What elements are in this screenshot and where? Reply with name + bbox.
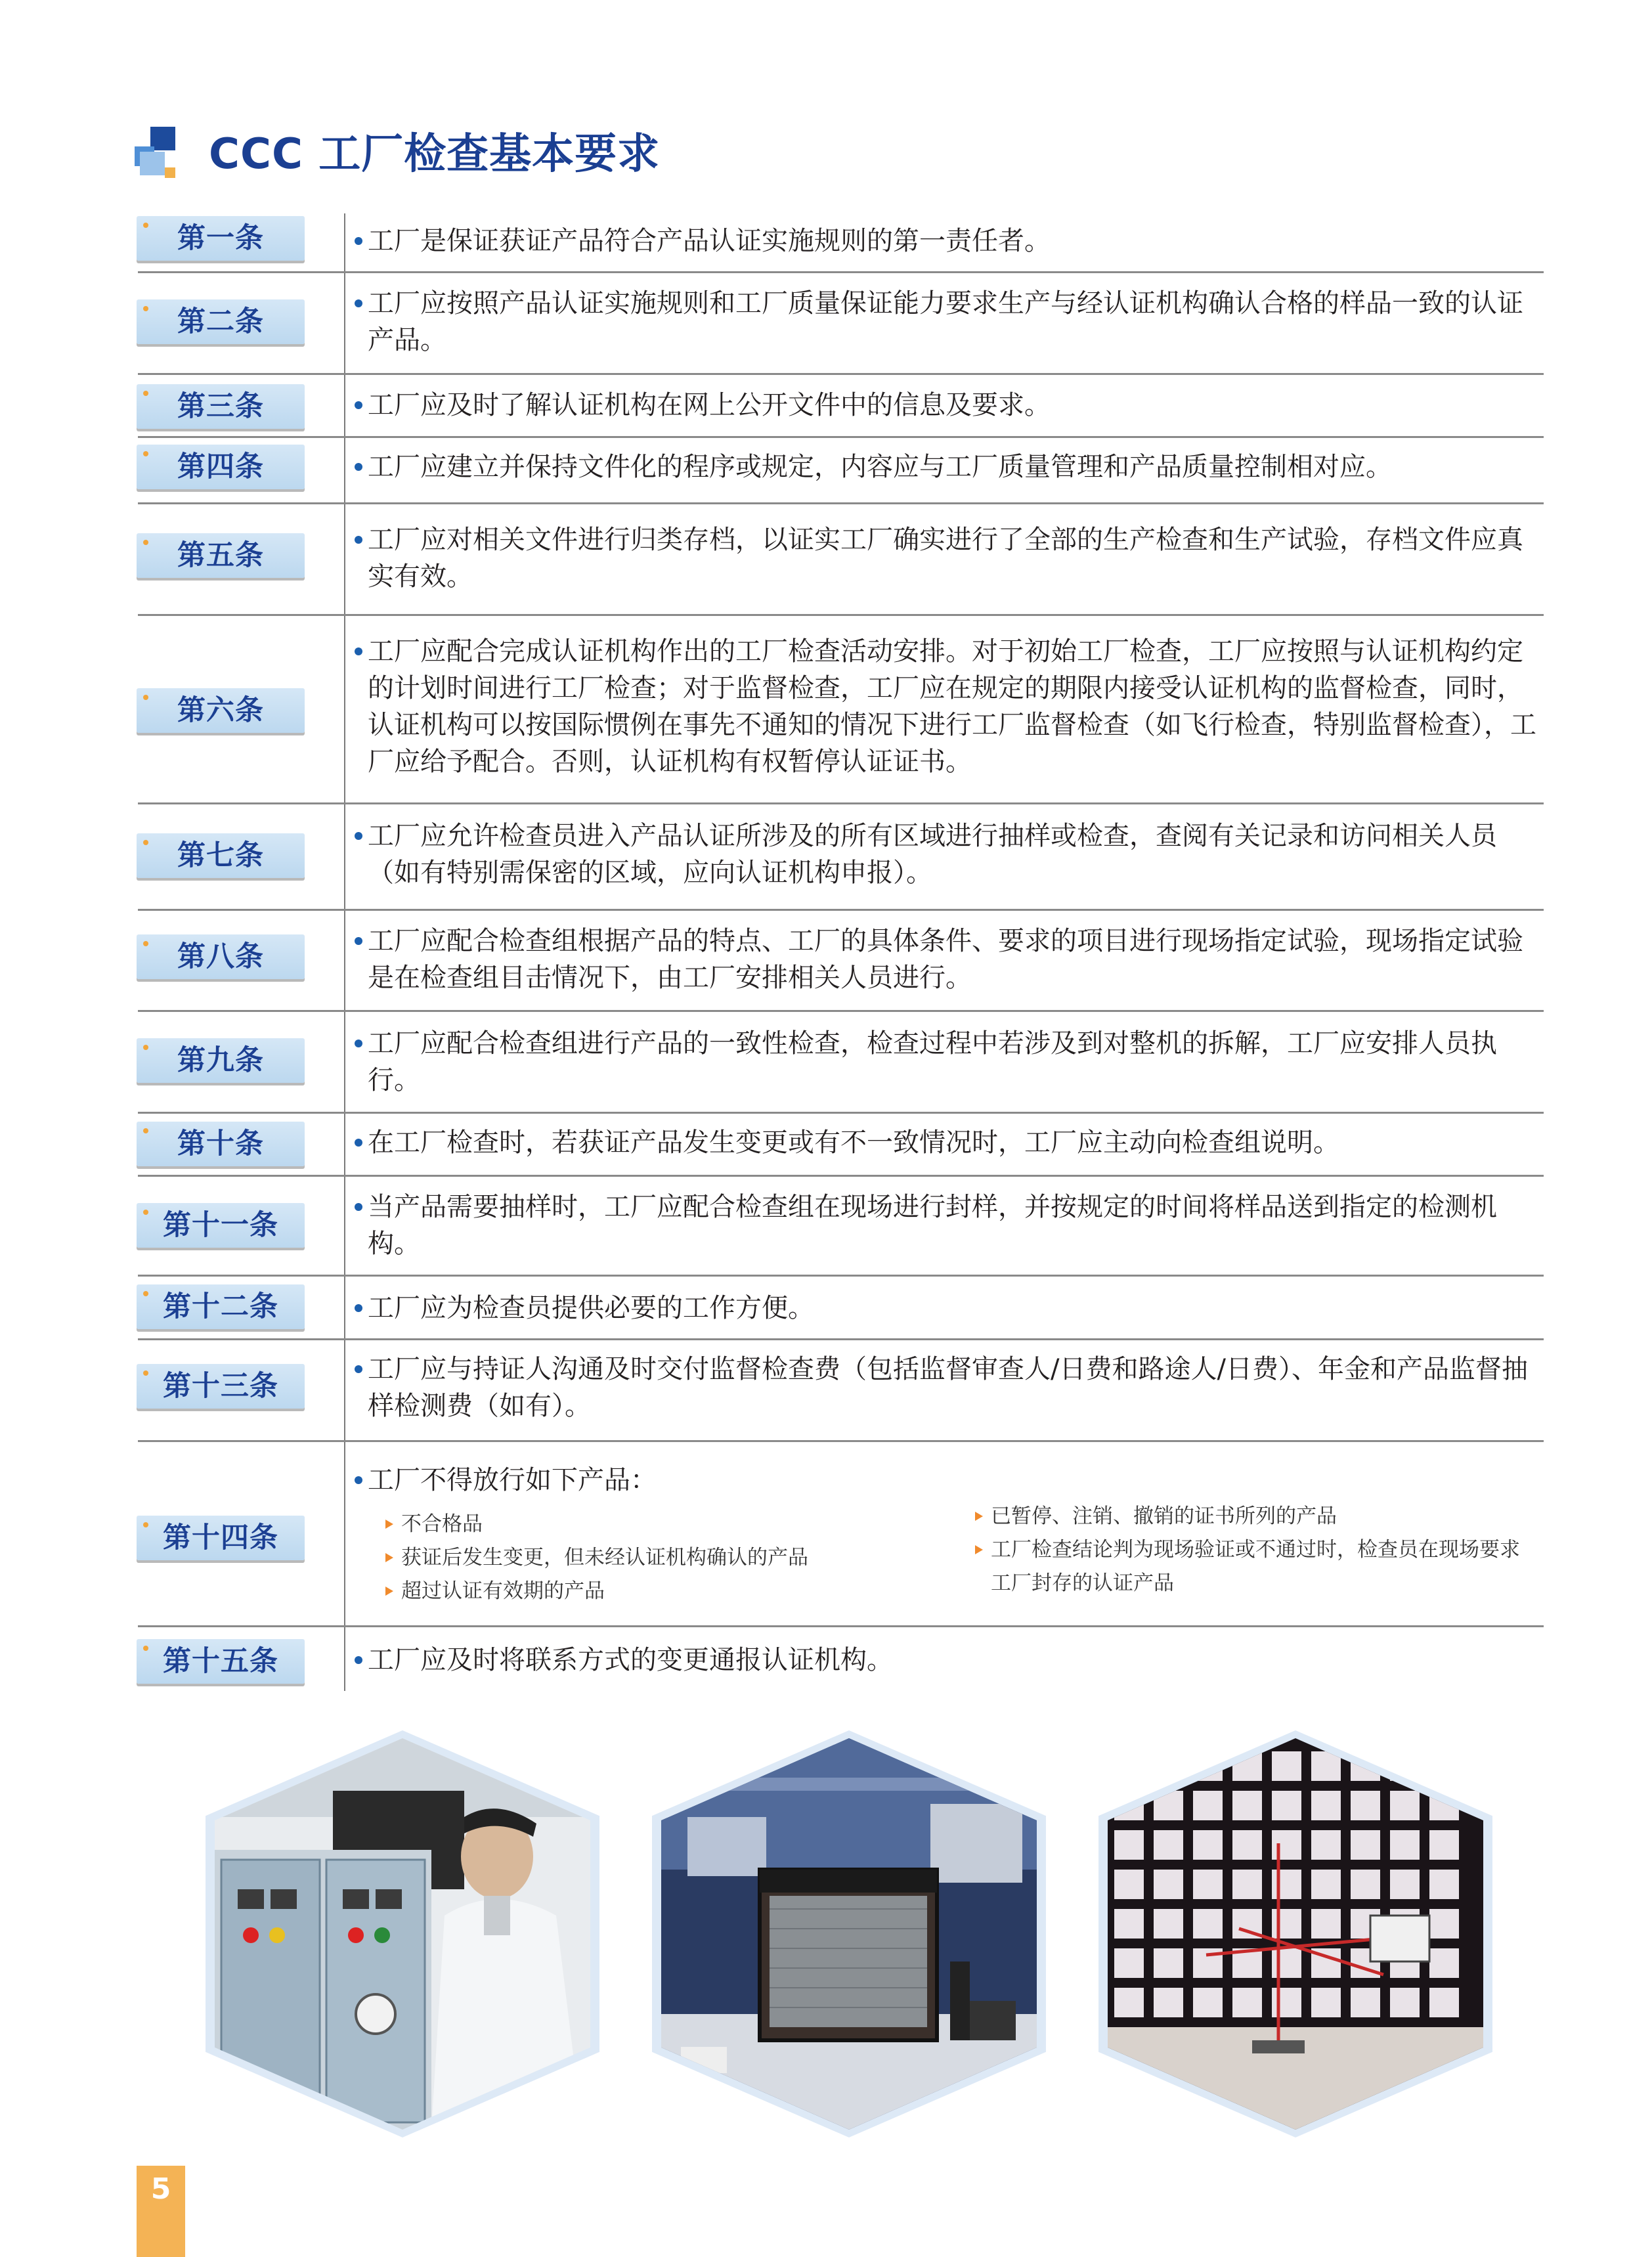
clause-row-10 [0,1114,1652,1177]
page-number: 5 [150,2172,171,2206]
bullet-icon [355,1203,362,1211]
triangle-bullet-icon [975,1512,983,1521]
bullet-icon [355,536,362,544]
triangle-bullet-icon [385,1553,393,1562]
clause-text: 工厂应允许检查员进入产品认证所涉及的所有区域进行抽样或检查，查阅有关记录和访问相关人员（如有特别需保密的区域，应向认证机构申报）。 [368,818,1543,891]
photo-amplifier-test [652,1730,1046,2137]
clause-text: 工厂应按照产品认证实施规则和工厂质量保证能力要求生产与经认证机构确认合格的样品一致的认证产品。 [368,285,1543,359]
clause-text: 工厂不得放行如下产品： [368,1462,1543,1499]
clause-row-14 [0,1442,1652,1627]
bullet-icon [355,1139,362,1147]
sub-list-left [384,1508,909,1608]
clause-label: 第六条 [137,688,305,733]
clause-row-6 [0,616,1652,804]
clause-label: 第二条 [137,299,305,344]
bullet-icon [355,1365,362,1373]
bullet-icon [355,832,362,840]
clause-row-13 [0,1340,1652,1442]
clause-text: 当产品需要抽样时，工厂应配合检查组在现场进行封样，并按规定的时间将样品送到指定的检测机构。 [368,1189,1543,1262]
clause-row-3 [0,375,1652,438]
clause-label: 第五条 [137,533,305,578]
clause-row-9 [0,1012,1652,1114]
bullet-icon [355,1476,362,1484]
sub-list-item: 获证后发生变更，但未经认证机构确认的产品 [384,1541,909,1575]
clause-row-1 [0,213,1652,273]
clause-label: 第九条 [137,1038,305,1083]
clause-label: 第十五条 [137,1639,305,1684]
bullet-icon [355,299,362,307]
triangle-bullet-icon [385,1520,393,1529]
sub-list-item: 超过认证有效期的产品 [384,1575,909,1608]
clause-row-8 [0,911,1652,1012]
clause-row-12 [0,1277,1652,1340]
clause-text: 工厂应配合检查组进行产品的一致性检查，检查过程中若涉及到对整机的拆解，工厂应安排人员执行。 [368,1025,1543,1099]
clause-text: 工厂应配合完成认证机构作出的工厂检查活动安排。对于初始工厂检查，工厂应按照与认证机构约定的计划时间进行工厂检查；对于监督检查，工厂应在规定的期限内接受认证机构的监督检查，同时，认证机构可以按国际惯例在事先不通知的情况下进行工厂监督检查（如飞行检查，特别监督检查），工厂应给予配合。否则，认证机构有权暂停认证证书。 [368,633,1543,780]
bullet-icon [355,647,362,655]
bullet-icon [355,463,362,471]
clause-label: 第十条 [137,1122,305,1166]
clause-label: 第十二条 [137,1284,305,1329]
clause-text: 工厂应建立并保持文件化的程序或规定，内容应与工厂质量管理和产品质量控制相对应。 [368,449,1543,485]
photo-electrical-test [206,1730,599,2137]
clause-text: 工厂应与持证人沟通及时交付监督检查费（包括监督审查人/日费和路途人/日费）、年金和产品监督抽样检测费（如有）。 [368,1351,1543,1424]
triangle-bullet-icon [385,1587,393,1596]
bullet-icon [355,1304,362,1312]
bullet-icon [355,1656,362,1664]
clause-label: 第十一条 [137,1203,305,1248]
clause-text: 工厂应配合检查组根据产品的特点、工厂的具体条件、要求的项目进行现场指定试验，现场指定试验是在检查组目击情况下，由工厂安排相关人员进行。 [368,923,1543,996]
clause-label: 第七条 [137,833,305,878]
clause-row-7 [0,804,1652,911]
clause-row-2 [0,273,1652,375]
photo-anechoic-chamber [1098,1730,1492,2137]
bullet-icon [355,937,362,945]
clause-row-5 [0,504,1652,616]
clause-label: 第一条 [137,216,305,261]
clause-label: 第四条 [137,445,305,489]
clause-row-11 [0,1177,1652,1277]
sub-list-item: 不合格品 [384,1508,909,1541]
clause-label: 第三条 [137,384,305,429]
clause-text: 工厂应及时了解认证机构在网上公开文件中的信息及要求。 [368,387,1543,424]
sub-list-item: 工厂检查结论判为现场验证或不通过时，检查员在现场要求工厂封存的认证产品 [974,1533,1538,1600]
bullet-icon [355,1040,362,1047]
page-title: CCC 工厂检查基本要求 [209,130,661,179]
clause-label: 第十三条 [137,1364,305,1409]
clause-row-4 [0,438,1652,504]
sub-list-item: 已暂停、注销、撤销的证书所列的产品 [974,1500,1538,1533]
clause-text: 工厂应为检查员提供必要的工作方便。 [368,1290,1543,1326]
title-logo-icon [135,127,181,181]
triangle-bullet-icon [975,1545,983,1554]
clause-label: 第八条 [137,934,305,979]
clause-text: 工厂应及时将联系方式的变更通报认证机构。 [368,1642,1543,1678]
bullet-icon [355,401,362,409]
clause-row-15 [0,1627,1652,1693]
clause-label: 第十四条 [137,1516,305,1560]
sub-list-right [974,1500,1538,1600]
clause-text: 工厂是保证获证产品符合产品认证实施规则的第一责任者。 [368,223,1543,259]
clause-text: 在工厂检查时，若获证产品发生变更或有不一致情况时，工厂应主动向检查组说明。 [368,1124,1543,1161]
clause-text: 工厂应对相关文件进行归类存档，以证实工厂确实进行了全部的生产检查和生产试验，存档文件应真实有效。 [368,521,1543,595]
page-number-tab [137,2166,185,2257]
bullet-icon [355,237,362,245]
